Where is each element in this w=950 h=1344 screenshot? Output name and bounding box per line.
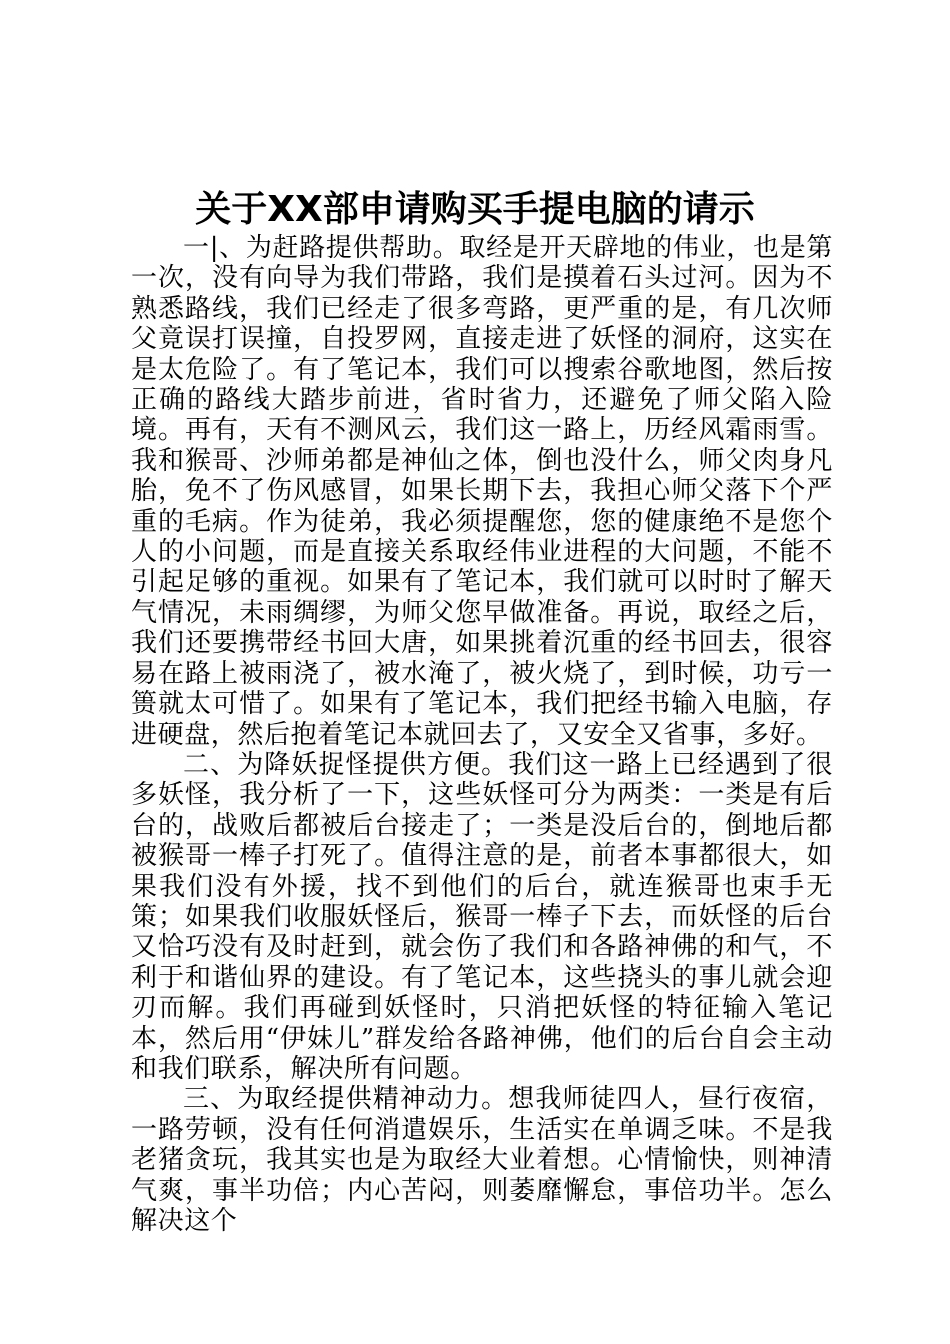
paragraph-3: 三、为取经提供精神动力。想我师徒四人，昼行夜宿，一路劳顿，没有任何消遣娱乐，生活实在单调乏味。不是我老猪贪玩，我其实也是为取经大业着想。心情愉快，则神清气爽，事半功倍；内心苦闷，则萎靡懈怠，事倍功半。怎么解决这个	[131, 1084, 833, 1236]
document-body	[131, 233, 833, 1236]
document-title: 关于XX部申请购买手提电脑的请示	[195, 189, 755, 230]
paragraph-2: 二、为降妖捉怪提供方便。我们这一路上已经遇到了很多妖怪，我分析了一下，这些妖怪可分为两类：一类是有后台的，战败后都被后台接走了；一类是没后台的，倒地后都被猴哥一棒子打死了。值得注意的是，前者本事都很大，如果我们没有外援，找不到他们的后台，就连猴哥也束手无策；如果我们收服妖怪后，猴哥一棒子下去，而妖怪的后台又恰巧没有及时赶到，就会伤了我们和各路神佛的和气，不利于和谐仙界的建设。有了笔记本，这些挠头的事儿就会迎刃而解。我们再碰到妖怪时，只消把妖怪的特征输入笔记本，然后用“伊妹儿”群发给各路神佛，他们的后台自会主动和我们联系，解决所有问题。	[131, 749, 833, 1084]
paragraph-1: 一|、为赶路提供帮助。取经是开天辟地的伟业，也是第一次，没有向导为我们带路，我们是摸着石头过河。因为不熟悉路线，我们已经走了很多弯路，更严重的是，有几次师父竟误打误撞，自投罗网，直接走进了妖怪的洞府，这实在是太危险了。有了笔记本，我们可以搜索谷歌地图，然后按正确的路线大踏步前进，省时省力，还避免了师父陷入险境。再有，天有不测风云，我们这一路上，历经风霜雨雪。我和猴哥、沙师弟都是神仙之体，倒也没什么，师父肉身凡胎，免不了伤风感冒，如果长期下去，我担心师父落下个严重的毛病。作为徒弟，我必须提醒您，您的健康绝不是您个人的小问题，而是直接关系取经伟业进程的大问题，不能不引起足够的重视。如果有了笔记本，我们就可以时时了解天气情况，未雨绸缪，为师父您早做准备。再说，取经之后，我们还要携带经书回大唐，如果挑着沉重的经书回去，很容易在路上被雨浇了，被水淹了，被火烧了，到时候，功亏一篑就太可惜了。如果有了笔记本，我们把经书输入电脑，存进硬盘，然后抱着笔记本就回去了，又安全又省事，多好。	[131, 233, 833, 750]
